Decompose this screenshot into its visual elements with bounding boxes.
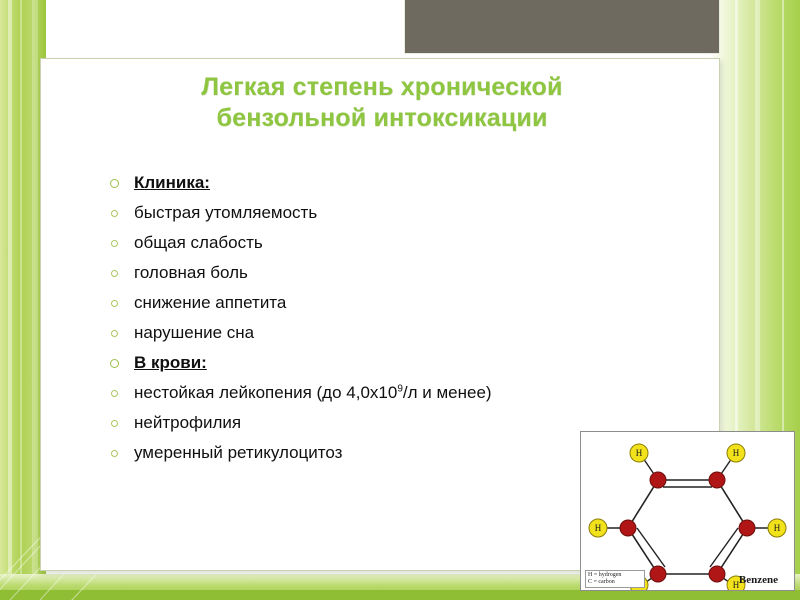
page-title <box>62 72 702 134</box>
photo-placeholder <box>404 0 720 54</box>
list-item-label <box>134 378 492 408</box>
figure-legend <box>585 570 645 588</box>
legend-line-carbon: C = carbon <box>588 579 615 585</box>
bullet-ring-icon <box>108 168 134 198</box>
list-item <box>108 198 688 228</box>
list-item-text-before-sup: нестойкая лейкопения (до 4,0х10 <box>134 383 398 402</box>
list-item-label: общая слабость <box>134 233 263 252</box>
list-item <box>108 318 688 348</box>
svg-text:H: H <box>773 523 781 533</box>
bullet-ring-icon <box>108 348 134 378</box>
svg-text:H: H <box>732 448 740 458</box>
bullet-list <box>108 168 688 468</box>
list-item-label: головная боль <box>134 263 248 282</box>
bullet-circle-icon <box>108 228 134 258</box>
bullet-circle-icon <box>108 378 134 408</box>
bullet-circle-icon <box>108 408 134 438</box>
page-title-line-2: бензольной интоксикации <box>216 104 548 132</box>
list-item <box>108 258 688 288</box>
list-item-text-after-sup: /л и менее) <box>402 383 492 402</box>
figure-caption: Benzene <box>738 574 778 586</box>
page-title-line-1: Легкая степень хронической <box>201 73 563 101</box>
list-item-label: нарушение сна <box>134 323 255 342</box>
superscript-exponent: 9 <box>397 383 403 395</box>
list-item-label: Клиника: <box>134 173 210 192</box>
legend-line-hydrogen: H = hydrogen <box>588 572 622 578</box>
bullet-circle-icon <box>108 288 134 318</box>
svg-text:H: H <box>635 448 643 458</box>
bullet-circle-icon <box>108 258 134 288</box>
benzene-structure-figure <box>580 431 795 591</box>
list-item <box>108 288 688 318</box>
list-item-label: снижение аппетита <box>134 293 287 312</box>
bullet-circle-icon <box>108 198 134 228</box>
svg-text:H: H <box>732 580 740 590</box>
bullet-circle-icon <box>108 438 134 468</box>
list-item <box>108 228 688 258</box>
list-item <box>108 168 688 198</box>
list-item-label: умеренный ретикулоцитоз <box>134 443 343 462</box>
bullet-circle-icon <box>108 318 134 348</box>
list-item <box>108 348 688 378</box>
list-item-label: нейтрофилия <box>134 413 242 432</box>
list-item-label: быстрая утомляемость <box>134 203 318 222</box>
svg-text:H: H <box>594 523 602 533</box>
benzene-diagram <box>581 432 794 590</box>
list-item-label: В крови: <box>134 353 207 372</box>
list-item <box>108 378 688 408</box>
